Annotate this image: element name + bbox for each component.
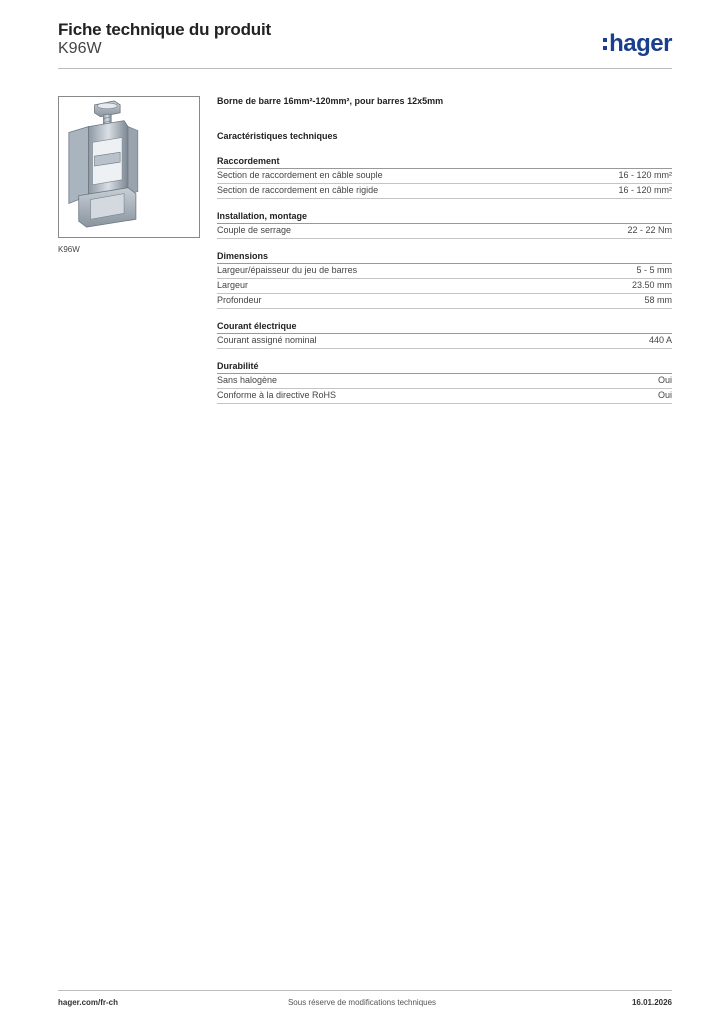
spec-group-electrical (217, 321, 672, 349)
spec-label: Largeur/épaisseur du jeu de barres (217, 265, 358, 275)
spec-label: Sans halogène (217, 375, 278, 385)
spec-value: 440 A (648, 335, 672, 345)
spec-value: Oui (657, 390, 672, 400)
spec-row (217, 374, 672, 389)
spec-label: Section de raccordement en câble souple (217, 170, 383, 180)
footer-divider (58, 990, 672, 991)
page-title: Fiche technique du produit (58, 20, 271, 39)
product-reference: K96W (58, 40, 102, 57)
product-description: Borne de barre 16mm²-120mm², pour barres 12x5mm (217, 96, 444, 106)
spec-row (217, 264, 672, 279)
group-title: Courant électrique (217, 321, 672, 334)
group-title: Raccordement (217, 156, 672, 169)
image-caption: K96W (58, 245, 80, 254)
spec-value: 5 - 5 mm (636, 265, 672, 275)
group-title: Durabilité (217, 361, 672, 374)
spec-row (217, 279, 672, 294)
product-image (58, 96, 200, 238)
spec-row (217, 184, 672, 199)
spec-row (217, 334, 672, 349)
spec-value: 23.50 mm (631, 280, 672, 290)
group-title: Dimensions (217, 251, 672, 264)
spec-value: Oui (657, 375, 672, 385)
busbar-terminal-illustration (59, 97, 199, 237)
header-divider (58, 68, 672, 69)
tech-characteristics-heading: Caractéristiques techniques (217, 131, 338, 141)
spec-group-sustainability (217, 361, 672, 404)
logo-dots-icon (603, 36, 607, 52)
spec-group-dimensions (217, 251, 672, 309)
spec-label: Largeur (217, 280, 249, 290)
hager-logo (603, 30, 672, 58)
spec-value: 16 - 120 mm² (618, 170, 672, 180)
spec-value: 58 mm (644, 295, 672, 305)
spec-group-installation (217, 211, 672, 239)
spec-row (217, 224, 672, 239)
spec-row (217, 389, 672, 404)
spec-value: 16 - 120 mm² (618, 185, 672, 195)
spec-label: Profondeur (217, 295, 262, 305)
footer-website-link[interactable]: hager.com/fr-ch (58, 998, 119, 1007)
logo-text: hager (609, 30, 672, 57)
footer-date: 16.01.2026 (631, 998, 672, 1007)
spec-label: Conforme à la directive RoHS (217, 390, 337, 400)
spec-group-connection (217, 156, 672, 199)
spec-content (217, 96, 672, 404)
spec-label: Couple de serrage (217, 225, 292, 235)
spec-value: 22 - 22 Nm (627, 225, 672, 235)
footer-disclaimer: Sous réserve de modifications techniques (287, 998, 437, 1007)
spec-row (217, 169, 672, 184)
spec-row (217, 294, 672, 309)
group-title: Installation, montage (217, 211, 672, 224)
spec-label: Courant assigné nominal (217, 335, 317, 345)
spec-label: Section de raccordement en câble rigide (217, 185, 379, 195)
